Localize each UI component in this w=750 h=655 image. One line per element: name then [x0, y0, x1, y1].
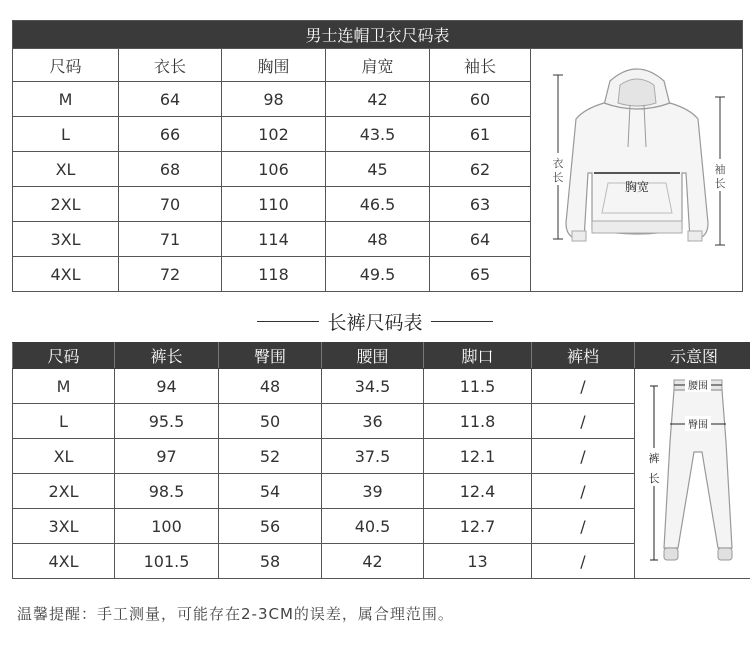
pants-cell: 11.8: [424, 404, 532, 439]
hoodie-cell: 62: [430, 152, 531, 187]
hoodie-cell: 102: [222, 117, 326, 152]
hoodie-cell: 110: [222, 187, 326, 222]
pants-cell: /: [532, 544, 635, 579]
pants-cell: 12.1: [424, 439, 532, 474]
pants-cell: 94: [115, 369, 219, 404]
hoodie-cell: 114: [222, 222, 326, 257]
pants-waist-label: 腰围: [688, 380, 708, 392]
pants-diagram-cell: [635, 369, 750, 579]
hoodie-chest-label: 胸宽: [624, 180, 649, 194]
hoodie-length-label-2: 长: [552, 171, 564, 184]
pants-cell: /: [532, 404, 635, 439]
pants-cell: XL: [13, 439, 115, 474]
hoodie-cell: 64: [119, 82, 222, 117]
hoodie-cell: 60: [430, 82, 531, 117]
hoodie-header-shoulder: 肩宽: [326, 49, 430, 82]
pants-cell: /: [532, 439, 635, 474]
pants-cell: /: [532, 509, 635, 544]
pants-cell: L: [13, 404, 115, 439]
pants-header-crotch: 裤档: [532, 343, 635, 369]
hoodie-header-length: 衣长: [119, 49, 222, 82]
footnote: 温馨提醒：手工测量，可能存在2-3CM的误差，属合理范围。: [17, 605, 454, 623]
hoodie-table-title: 男士连帽卫衣尺码表: [13, 21, 743, 49]
pants-cell: 52: [219, 439, 322, 474]
hoodie-cell: 106: [222, 152, 326, 187]
pants-length-label-top: 裤: [648, 451, 660, 465]
hoodie-cell: 49.5: [326, 257, 430, 292]
pants-cell: 56: [219, 509, 322, 544]
pants-diagram: [636, 372, 750, 572]
pants-cell: /: [532, 474, 635, 509]
title-rule-right: [431, 321, 493, 322]
pants-cell: 12.7: [424, 509, 532, 544]
pants-cell: 37.5: [322, 439, 424, 474]
pants-header-length: 裤长: [115, 343, 219, 369]
hoodie-diagram: [532, 53, 742, 283]
pants-cell: 2XL: [13, 474, 115, 509]
hoodie-sleeve-label-2: 长: [714, 177, 726, 190]
pants-cell: 98.5: [115, 474, 219, 509]
pants-cell: 101.5: [115, 544, 219, 579]
hoodie-cell: 2XL: [13, 187, 119, 222]
pants-table-title: 长裤尺码表: [327, 311, 423, 334]
hoodie-header-sleeve: 袖长: [430, 49, 531, 82]
hoodie-sleeve-label-1: 袖: [714, 163, 726, 176]
hoodie-cell: 64: [430, 222, 531, 257]
pants-cell: M: [13, 369, 115, 404]
pants-cell: 13: [424, 544, 532, 579]
pants-cell: 54: [219, 474, 322, 509]
pants-header-diagram: 示意图: [635, 343, 750, 369]
pants-row: [13, 369, 750, 404]
hoodie-cell: 98: [222, 82, 326, 117]
pants-cell: 97: [115, 439, 219, 474]
hoodie-cell: 71: [119, 222, 222, 257]
pants-cell: 11.5: [424, 369, 532, 404]
pants-header-waist: 腰围: [322, 343, 424, 369]
pants-cell: 58: [219, 544, 322, 579]
pants-cell: 48: [219, 369, 322, 404]
pants-cell: 3XL: [13, 509, 115, 544]
pants-cell: 40.5: [322, 509, 424, 544]
pants-cell: 12.4: [424, 474, 532, 509]
pants-length-label-bottom: 长: [648, 471, 660, 485]
hoodie-diagram-cell: [531, 49, 743, 292]
pants-cell: 36: [322, 404, 424, 439]
pants-hip-label: 臀围: [688, 419, 708, 431]
hoodie-cell: L: [13, 117, 119, 152]
pants-header-hip: 臀围: [219, 343, 322, 369]
hoodie-cell: 4XL: [13, 257, 119, 292]
hoodie-cell: 3XL: [13, 222, 119, 257]
hoodie-cell: 43.5: [326, 117, 430, 152]
hoodie-cell: 66: [119, 117, 222, 152]
pants-header-hem: 脚口: [424, 343, 532, 369]
hoodie-header-size: 尺码: [13, 49, 119, 82]
hoodie-cell: 63: [430, 187, 531, 222]
pants-cell: 50: [219, 404, 322, 439]
pants-size-table: [12, 342, 750, 579]
pants-cell: 42: [322, 544, 424, 579]
pants-header-size: 尺码: [13, 343, 115, 369]
title-rule-left: [257, 321, 319, 322]
hoodie-size-table: [12, 20, 743, 292]
hoodie-cell: 68: [119, 152, 222, 187]
hoodie-cell: 42: [326, 82, 430, 117]
hoodie-cell: 61: [430, 117, 531, 152]
hoodie-cell: 118: [222, 257, 326, 292]
hoodie-cell: 48: [326, 222, 430, 257]
pants-cell: 34.5: [322, 369, 424, 404]
hoodie-cell: 65: [430, 257, 531, 292]
pants-cell: 4XL: [13, 544, 115, 579]
pants-title-bar: [0, 306, 750, 336]
pants-cell: 100: [115, 509, 219, 544]
hoodie-cell: 45: [326, 152, 430, 187]
hoodie-length-label-1: 衣: [552, 157, 564, 170]
pants-cell: /: [532, 369, 635, 404]
hoodie-cell: 70: [119, 187, 222, 222]
hoodie-cell: XL: [13, 152, 119, 187]
hoodie-cell: 72: [119, 257, 222, 292]
pants-cell: 39: [322, 474, 424, 509]
hoodie-cell: 46.5: [326, 187, 430, 222]
hoodie-header-chest: 胸围: [222, 49, 326, 82]
hoodie-cell: M: [13, 82, 119, 117]
pants-cell: 95.5: [115, 404, 219, 439]
